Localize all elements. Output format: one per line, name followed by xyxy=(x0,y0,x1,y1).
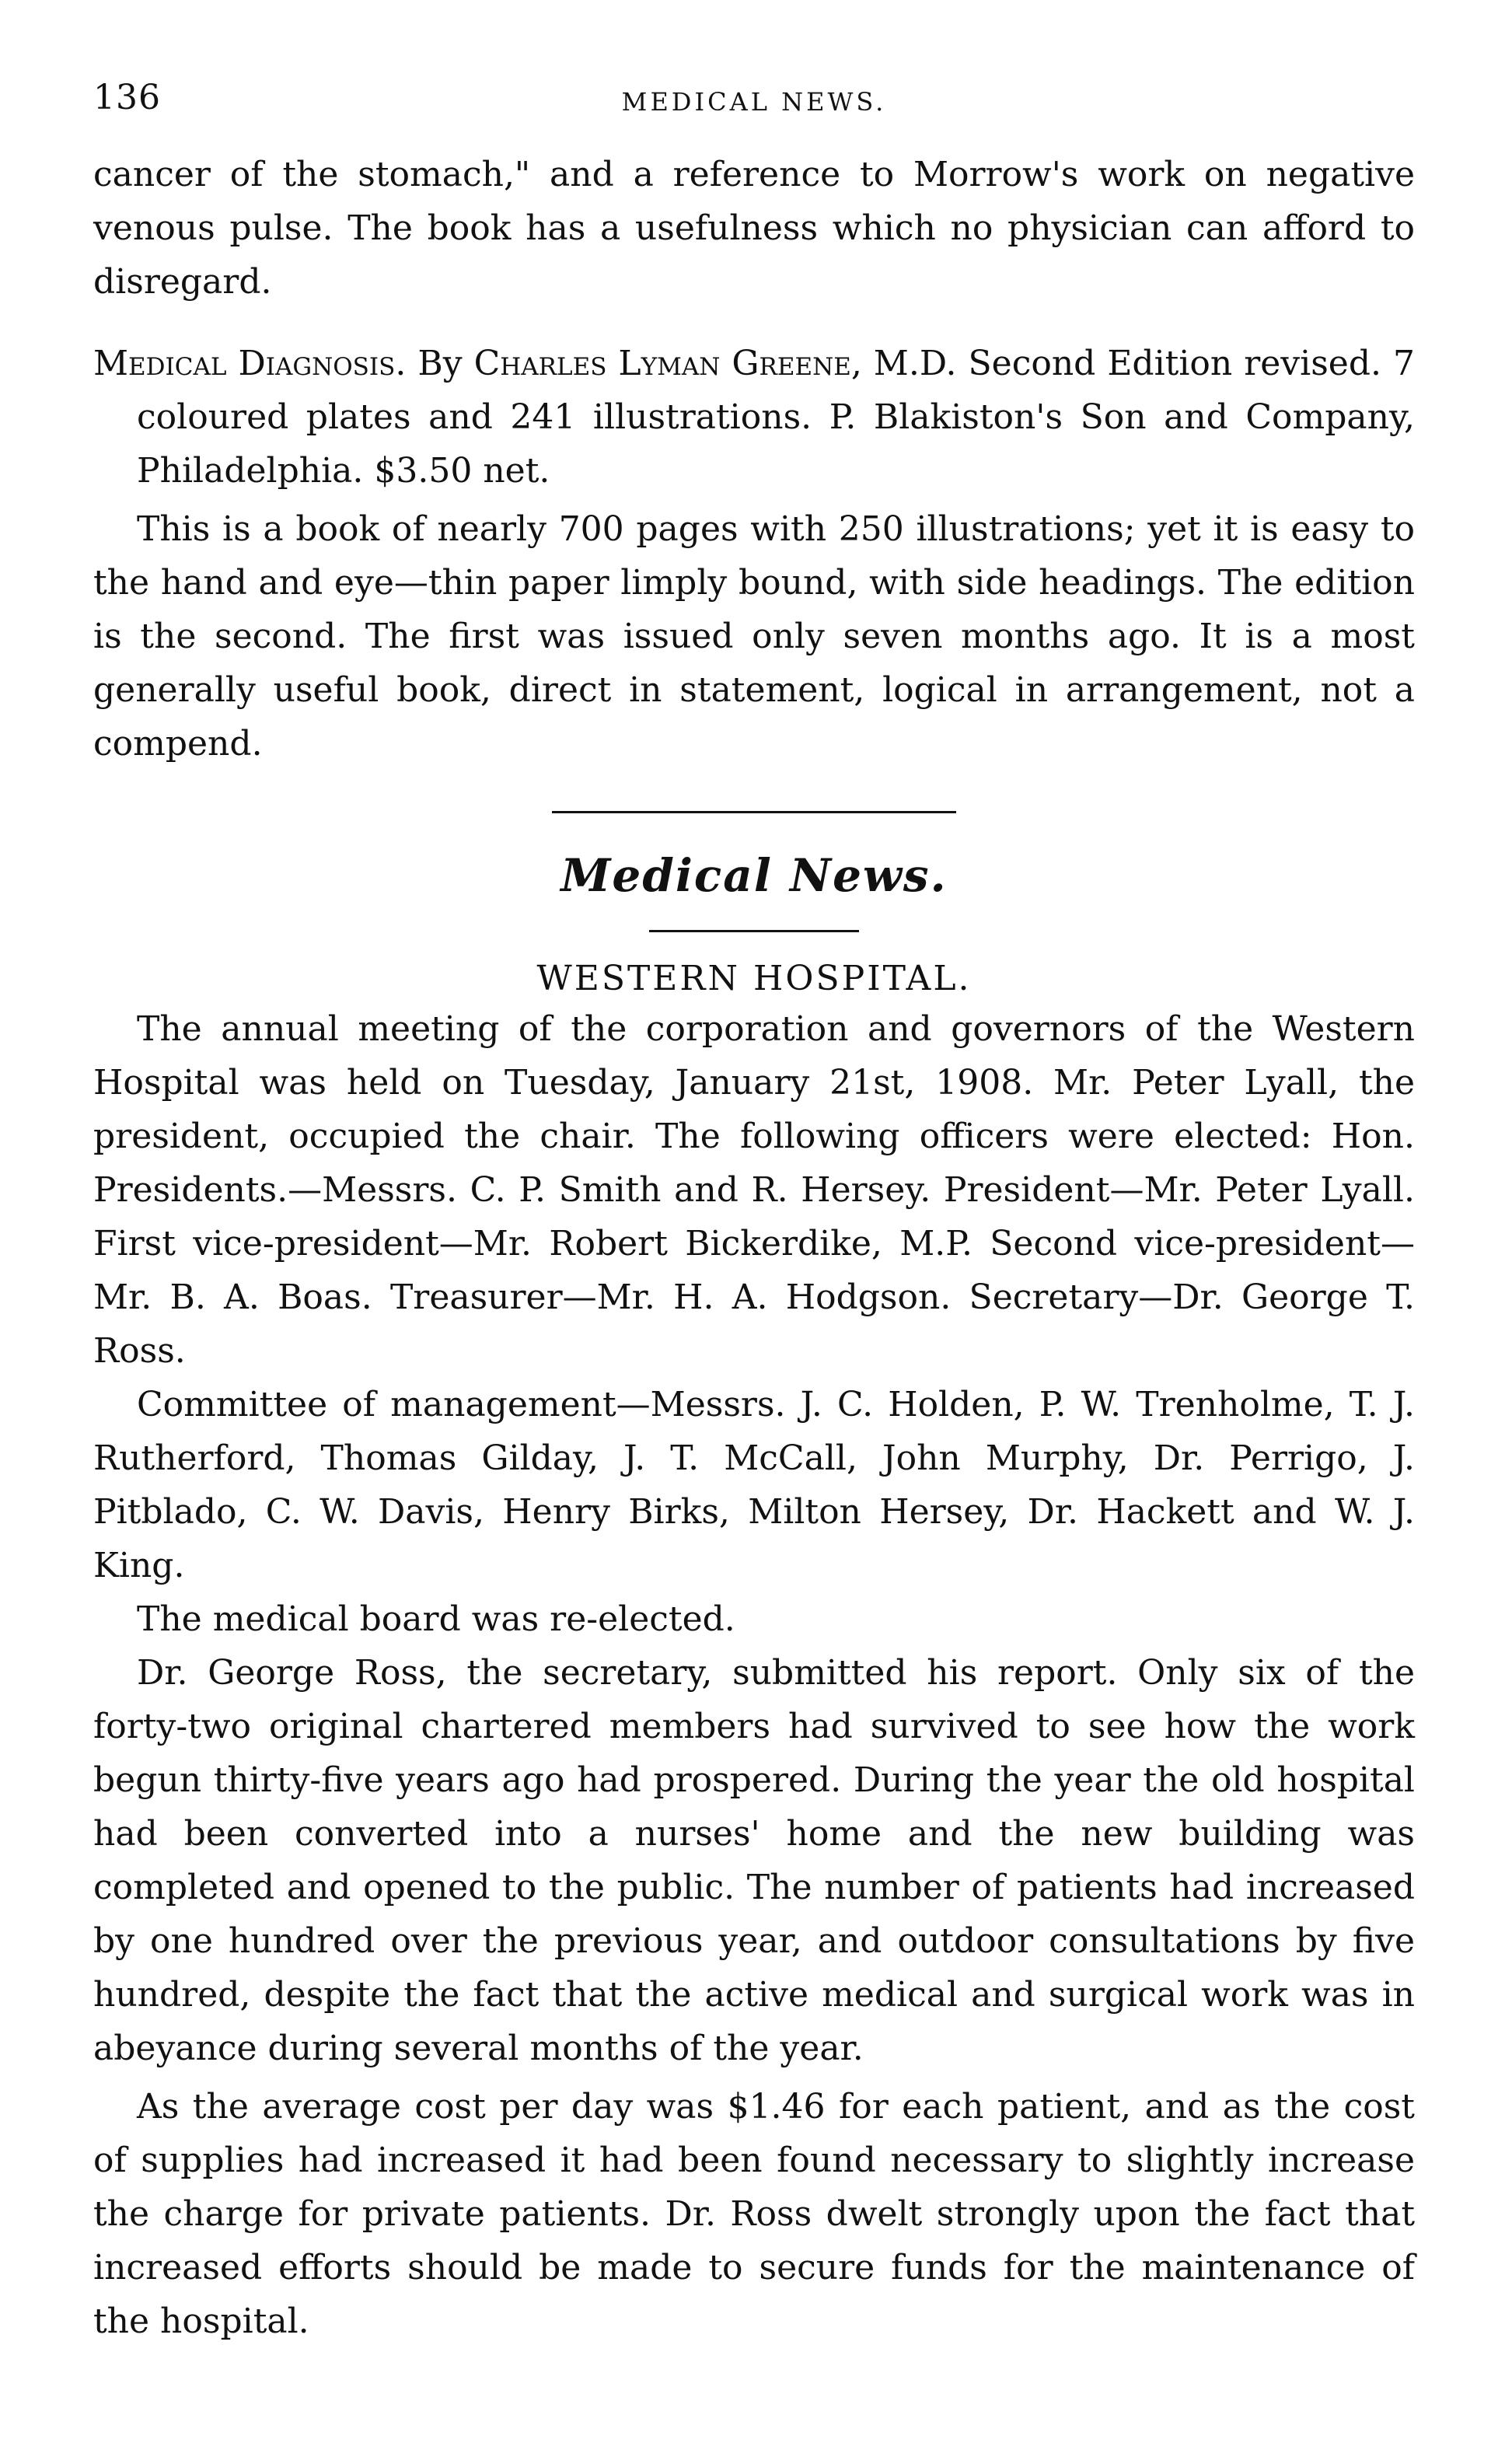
review-title-word1: Medical xyxy=(93,344,227,383)
review-details: , M.D. Second Edition revised. 7 coloured plates and 241 illustrations. P. Blakiston's Son and Company, Philadelphia. $3.50 net. xyxy=(137,344,1415,491)
review-by: By xyxy=(417,344,463,383)
continuation-paragraph: cancer of the stomach," and a reference to Morrow's work on negative venous pulse. The book has a usefulness which no physician can afford to disregard. xyxy=(93,155,1415,302)
review-entry xyxy=(93,337,1415,498)
review-title-word2: Diagnosis. xyxy=(238,344,407,383)
review-body: This is a book of nearly 700 pages with 250 illustrations; yet it is easy to the hand and eye—thin paper limply bound, with side headings. The edition is the second. The first was issued only seven months ago. It is a most generally useful book, direct in statement, logical in arrangement, not a compend. xyxy=(93,509,1415,764)
page-number: 136 xyxy=(93,78,161,117)
article-paragraph: Dr. George Ross, the secretary, submitted his report. Only six of the forty-two original chartered members had survived to see how the work begun thirty-five years ago had prospered. During the year the old hospital had been converted into a nurses' home and the new building was completed and opened to the public. The number of patients had increased by one hundred over the previous year, and outdoor consultations by five hundred, despite the fact that the active medical and surgical work was in abeyance during several months of the year. xyxy=(93,1653,1415,2068)
page-header xyxy=(93,78,1415,148)
review-author: Charles Lyman Greene xyxy=(473,344,851,383)
article-paragraph: The medical board was re-elected. xyxy=(137,1599,735,1639)
document-page xyxy=(93,78,1415,2348)
section-divider xyxy=(552,811,956,813)
section-title: Medical News. xyxy=(560,849,948,902)
article-paragraph: The annual meeting of the corporation and governors of the Western Hospital was held on Tuesday, January 21st, 1908. Mr. Peter Lyall, the president, occupied the chair. The following officers were elected: Hon. Presidents.—Messrs. C. P. Smith and R. Hersey. President—Mr. Peter Lyall. First vice-president—Mr. Robert Bickerdike, M.P. Second vice-president—Mr. B. A. Boas. Treasurer—Mr. H. A. Hodgson. Secretary—Dr. George T. Ross. xyxy=(93,1009,1415,1371)
article-paragraph: As the average cost per day was $1.46 for each patient, and as the cost of supplies had increased it had been found necessary to slightly increase the charge for private patients. Dr. Ross dwelt strongly upon the fact that increased efforts should be made to secure funds for the maintenance of the hospital. xyxy=(93,2087,1415,2341)
section-title-underline xyxy=(649,930,859,932)
running-head: MEDICAL NEWS. xyxy=(621,87,887,117)
article-title: WESTERN HOSPITAL. xyxy=(536,959,972,998)
article-paragraph: Committee of management—Messrs. J. C. Holden, P. W. Trenholme, T. J. Rutherford, Thomas Gilday, J. T. McCall, John Murphy, Dr. Perrigo, J. Pitblado, C. W. Davis, Henry Birks, Milton Hersey, Dr. Hackett and W. J. King. xyxy=(93,1385,1415,1585)
